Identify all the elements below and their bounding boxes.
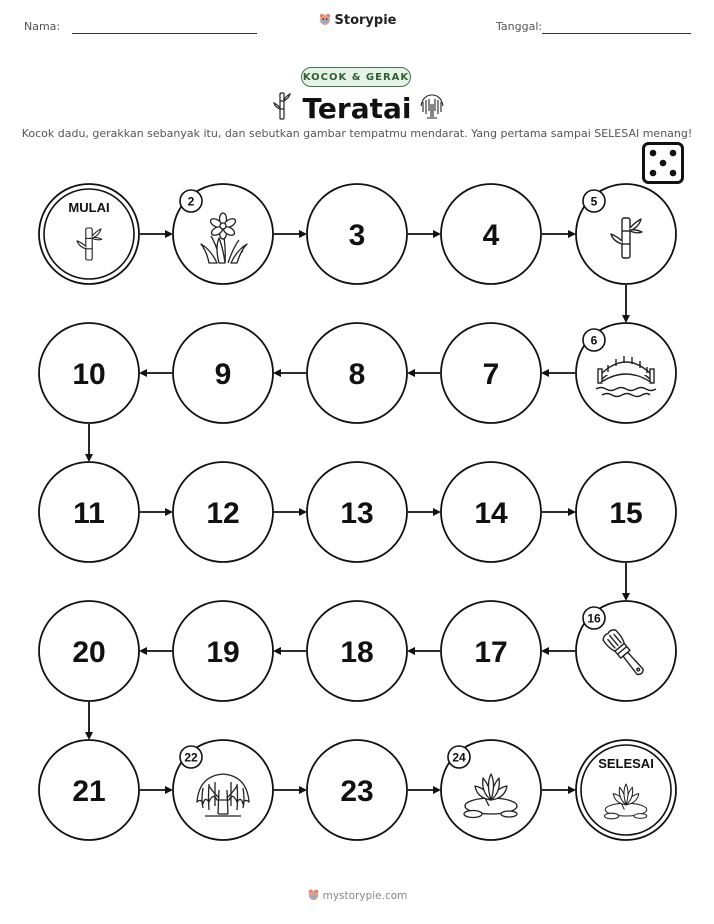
cell-number: 4 <box>482 219 500 252</box>
cell-number: 7 <box>482 358 500 391</box>
board-cell-3 <box>307 184 407 284</box>
finish-label: SELESAI <box>598 756 654 771</box>
cell-number-badge-label: 16 <box>587 611 601 626</box>
footer-logo-icon <box>307 888 320 901</box>
board-cell-18 <box>307 601 407 701</box>
board-cell-10 <box>39 323 139 423</box>
cell-number: 17 <box>474 636 508 669</box>
board-cell-14 <box>441 462 541 562</box>
cell-number: 8 <box>348 358 366 391</box>
cell-number-badge-label: 6 <box>590 333 598 348</box>
cell-number-badge-label: 22 <box>184 750 198 765</box>
board-cell-23 <box>307 740 407 840</box>
board-cell-1 <box>39 184 139 284</box>
board-cell-17 <box>441 601 541 701</box>
board-cell-25 <box>576 740 676 840</box>
cell-number: 23 <box>340 775 374 808</box>
board-cell-8 <box>307 323 407 423</box>
cell-number: 21 <box>72 775 106 808</box>
board-cells <box>39 184 676 840</box>
brand-name: Storypie <box>334 13 397 28</box>
board-cell-13 <box>307 462 407 562</box>
cell-number-badge-label: 5 <box>590 194 598 209</box>
board-cell-22 <box>173 740 273 840</box>
footer-url[interactable]: mystorypie.com <box>322 890 408 902</box>
cell-number: 18 <box>340 636 374 669</box>
cell-number: 11 <box>73 497 105 530</box>
board-cell-21 <box>39 740 139 840</box>
cell-number: 14 <box>474 497 508 530</box>
board-cell-4 <box>441 184 541 284</box>
activity-tag: KOCOK & GERAK <box>301 67 411 87</box>
date-label: Tanggal: <box>496 20 543 33</box>
board-cell-6 <box>576 323 676 423</box>
board-cell-11 <box>39 462 139 562</box>
board-cell-5 <box>576 184 676 284</box>
cell-number: 12 <box>206 497 240 530</box>
start-label: MULAI <box>68 200 110 215</box>
cell-number: 9 <box>214 358 232 391</box>
cell-number: 3 <box>348 219 366 252</box>
board-cell-9 <box>173 323 273 423</box>
instructions: Kocok dadu, gerakkan sebanyak itu, dan sebutkan gambar tempatmu mendarat. Yang pertama sampai SELESAI menang! <box>21 127 693 140</box>
board-cell-12 <box>173 462 273 562</box>
board-cell-24 <box>441 740 541 840</box>
board-cell-16 <box>576 601 676 701</box>
cell-number: 10 <box>72 358 106 391</box>
board-cell-19 <box>173 601 273 701</box>
cell-number: 15 <box>609 497 643 530</box>
cell-number-badge-label: 24 <box>452 750 466 765</box>
cell-number: 13 <box>340 497 374 530</box>
footer <box>0 888 714 902</box>
board-cell-15 <box>576 462 676 562</box>
board-cell-20 <box>39 601 139 701</box>
board-cell-7 <box>441 323 541 423</box>
name-label: Nama: <box>24 20 61 33</box>
board-cell-2 <box>173 184 273 284</box>
page-title: Teratai <box>302 92 412 125</box>
cell-number: 19 <box>206 636 240 669</box>
cell-number: 20 <box>72 636 106 669</box>
cell-number-badge-label: 2 <box>187 194 195 209</box>
